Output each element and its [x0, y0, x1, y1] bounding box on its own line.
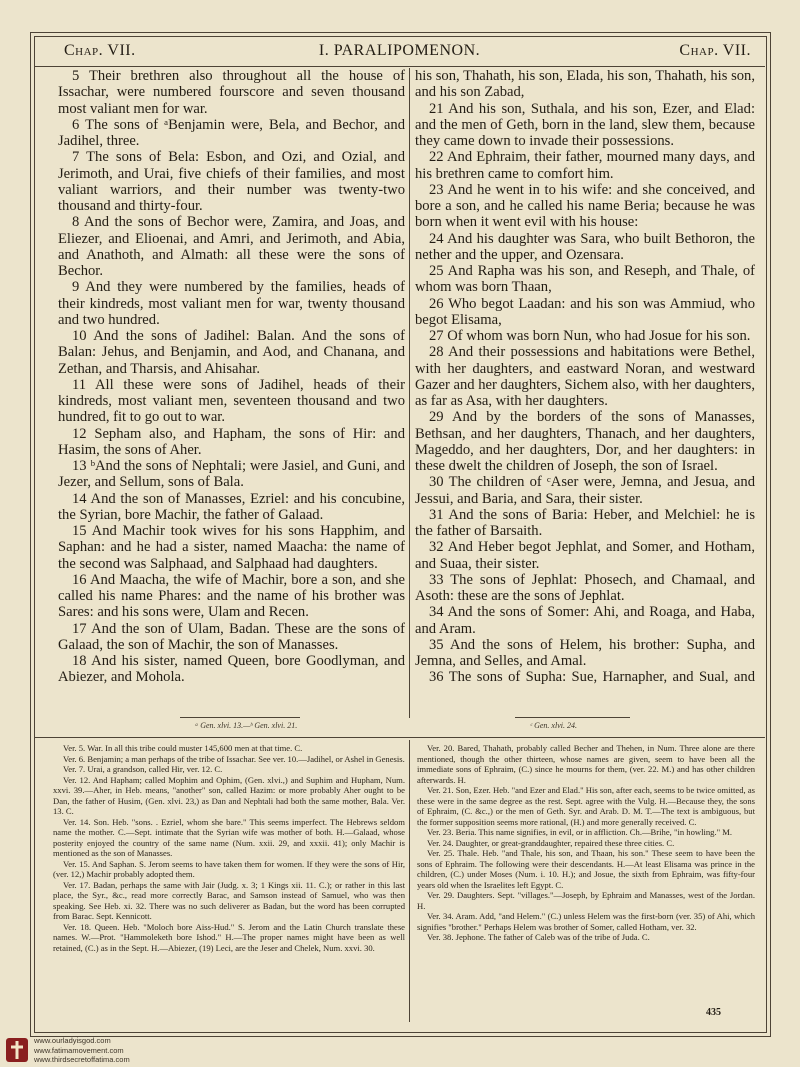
- notes-column-divider: [409, 740, 410, 1022]
- verse: 26 Who begot Laadan: and his son was Ammiud, who begot Elisama,: [415, 295, 755, 328]
- note: Ver. 12. And Hapham; called Mophim and Ophim, (Gen. xlvi.,) and Suphim and Hupham, Num. xxvi. 39.—Aher, in Heb. means, "another" son, called Hazim: or more probably Aher ought to be Dan, the father of Husim, (Gen. xlvi. 23,) as Dan and Nephtali had both the same mother, Bala. Ver. 13. C.: [53, 774, 405, 816]
- footer-url-link[interactable]: www.ourladyisgod.com: [34, 1036, 111, 1045]
- note: Ver. 38. Jephone. The father of Caleb was of the tribe of Juda. C.: [427, 932, 650, 942]
- note: Ver. 18. Queen. Heb. "Moloch bore Aiss-Hud." S. Jerom and the Latin Church translate these names. W.—Prot. "Hammoleketh bore Ishod." H.—The proper names might have been as well retained, (C.) as in the Sept. H.—Abiezer, (19) Leci, are the Jeser and Chelek, Num. xxvi. 30.: [53, 921, 405, 953]
- verse: 10 And the sons of Jadihel: Balan. And the sons of Balan: Jehus, and Benjamin, and Aod, and Chanana, and Zethan, and Tharsis, and Ahisahar.: [58, 328, 405, 377]
- verse: 14 And the son of Manasses, Ezriel: and his concubine, the Syrian, bore Machir, the father of Galaad.: [58, 490, 405, 523]
- verse: 6 The sons of ᵃBenjamin were, Bela, and Bechor, and Jadihel, three.: [58, 116, 405, 149]
- verse: 29 And by the borders of the sons of Manasses, Bethsan, and her daughters, Thanach, and her daughters, Mageddo, and her daughters, Dor, and her daughters: in these dwelt the children of Joseph, the son of Israel.: [415, 409, 755, 474]
- verse: 12 Sepham also, and Hapham, the sons of Hir: and Hasim, the sons of Aher.: [58, 425, 405, 458]
- verse: 7 The sons of Bela: Esbon, and Ozi, and Ozial, and Jerimoth, and Urai, five chiefs of their families, and most valiant warriors, and their number was twenty-two thousand and thirty-four.: [58, 149, 405, 214]
- verse: his son, Thahath, his son, Elada, his son, Thahath, his son, and his son Zabad,: [415, 68, 755, 101]
- header-chapter-left: Chap. VII.: [64, 42, 136, 59]
- verse: [58, 686, 405, 687]
- verse: 25 And Rapha was his son, and Reseph, and Thale, of whom was born Thaan,: [415, 263, 755, 296]
- scripture-column-right: [415, 68, 755, 686]
- note: Ver. 21. Son, Ezer. Heb. "and Ezer and Elad." His son, after each, seems to be twice omitted, as these were in the same degree as the rest. Sept. agree with the Vulg. H.—Because they, the sons of Ephraim, (C. &c.,) or the men of Geth. Syr. and Arab. D. M. T.—The text is ambiguous, but the former supposition seems more rational, (H.) and more generally received. C.: [417, 785, 755, 827]
- verse: 27 Of whom was born Nun, who had Josue for his son.: [429, 328, 751, 344]
- verse: 35 And the sons of Helem, his brother: Supha, and Jemna, and Selles, and Amal.: [415, 636, 755, 669]
- note: Ver. 24. Daughter, or great-granddaughter, repaired these three cities. C.: [427, 837, 675, 848]
- verse: 18 And his sister, named Queen, bore Goodlyman, and Abiezer, and Mohola.: [58, 653, 405, 686]
- verse: 8 And the sons of Bechor were, Zamira, and Joas, and Eliezer, and Elioenai, and Amri, and Jerimoth, and Abia, and Anathoth, and Almath: all these were the sons of Bechor.: [58, 214, 405, 279]
- note: Ver. 25. Thale. Heb. "and Thale, his son, and Thaan, his son." These seem to have been the sons of Ephraim. The following were their descendants. H.—At least Elisama was prince in the children, (C.) under Moses (Num. i. 10. H.); and Josue, the sixth from Ephraim, was fifty-four years old when the Israelites left Egypt. C.: [417, 848, 755, 890]
- cross-ref-rule-left: [180, 717, 300, 718]
- verse: 15 And Machir took wives for his sons Happhim, and Saphan: and he had a sister, named Maacha: the name of the second was Salphaad, and Salphaad had daughters.: [58, 523, 405, 572]
- verse: 5 Their brethren also throughout all the house of Issachar, were numbered fourscore and seven thousand most valiant men for war.: [58, 68, 405, 117]
- verse: 34 And the sons of Somer: Ahi, and Roaga, and Haba, and Aram.: [415, 604, 755, 637]
- note: Ver. 34. Aram. Add, "and Helem." (C.) unless Helem was the first-born (ver. 35) of Ahi, which signifies "brother." Perhaps Helem was brother of Somer, called Hotham, ver. 32.: [417, 911, 755, 932]
- note: Ver. 20. Bared, Thahath, probably called Becher and Thehen, in Num. Three alone are there mentioned, though the other thirteen, whose names are given, seem to have been all the immediate sons of Ephraim, (C.) since he mourns for them, (ver. 22. M.) and has other children afterwards. H.: [417, 743, 755, 785]
- page-number: 435: [706, 1007, 721, 1018]
- cross-ref-rule-right: [515, 717, 630, 718]
- scripture-column-left: [58, 68, 405, 686]
- verse: 21 And his son, Suthala, and his son, Ezer, and Elad: and the men of Geth, born in the land, slew them, because they came down to invade their possessions.: [415, 100, 755, 149]
- verse: 9 And they were numbered by the families, heads of their kindreds, most valiant men for war, twenty thousand and two hundred.: [58, 279, 405, 328]
- column-divider: [409, 68, 410, 718]
- verse: 32 And Heber begot Jephlat, and Somer, and Hotham, and Suaa, their sister.: [415, 539, 755, 572]
- verse: 16 And Maacha, the wife of Machir, bore a son, and she called his name Phares: and the name of his brother was Sares: and his sons were, Ulam and Recen.: [58, 571, 405, 621]
- cross-references-right: ᶜ Gen. xlvi. 24.: [530, 721, 577, 730]
- notes-divider: [34, 737, 765, 738]
- footer-url-link[interactable]: www.fatimamovement.com: [34, 1045, 124, 1055]
- note: Ver. 6. Benjamin; a man perhaps of the tribe of Issachar. See ver. 10.—Jadihel, or Ashel in Genesis.: [63, 753, 405, 764]
- note: Ver. 23. Beria. This name signifies, in evil, or in affliction. Ch.—Brihe, "in howling." M.: [427, 827, 733, 837]
- running-header: [34, 40, 765, 67]
- commentary-notes-right: [417, 743, 755, 1018]
- commentary-notes-left: [53, 743, 405, 1018]
- header-book-title: I. PARALIPOMENON.: [318, 42, 481, 59]
- verse: 31 And the sons of Baria: Heber, and Melchiel: he is the father of Barsaith.: [415, 506, 755, 539]
- verse: 23 And he went in to his wife: and she conceived, and bore a son, and he called his name Beria; because he was born when it went evil with his house:: [415, 181, 755, 231]
- note: Ver. 17. Badan, perhaps the same with Jair (Judg. x. 3; 1 Kings xii. 11. C.); or rather in this last place, the Syr., &c., read more correctly Barac, and Samson instead of Samuel, who was then speaking. See Heb. xi. 32. There was no such deliverer as Badan, but the word has been corrupted from Barac. Sept. Kennicott.: [53, 879, 405, 921]
- cross-references-left: ᵃ Gen. xlvi. 13.—ᵇ Gen. xlvi. 21.: [195, 721, 298, 730]
- note: Ver. 14. Son. Heb. "sons. . Ezriel, whom she bare." This seems imperfect. The Hebrews seldom name the mother. C.—Sept. intimate that the Syrian wife was mother of both. H.—Galaad, whose posterity enjoyed the country of the same name (Num. xxii. 29, and xxxii. 41); only Machir is mentioned as the son of Manasses.: [53, 816, 405, 858]
- verse: 33 The sons of Jephlat: Phosech, and Chamaal, and Asoth: these are the sons of Jephlat.: [415, 571, 755, 604]
- verse: 13 ᵇAnd the sons of Nephtali; were Jasiel, and Guni, and Jezer, and Sellum, sons of Bala.: [58, 458, 405, 491]
- verse: 28 And their possessions and habitations were Bethel, with her daughters, and eastward Noran, and westward Gazer and her daughters, Sichem also, with her daughters, as far as Asa, with her daughters.: [415, 344, 755, 409]
- verse: 30 The children of ᶜAser were, Jemna, and Jesua, and Jessui, and Baria, and Sara, their sister.: [415, 474, 755, 507]
- footer-urls: [34, 1036, 130, 1065]
- note: Ver. 15. And Saphan. S. Jerom seems to have taken them for women. If they were the sons of Hir, (ver. 12,) Machir probably adopted them.: [53, 858, 405, 879]
- note: Ver. 5. War. In all this tribe could muster 145,600 men at that time. C.: [63, 743, 303, 753]
- verse: 17 And the son of Ulam, Badan. These are the sons of Galaad, the son of Machir, the son of Manasses.: [58, 620, 405, 653]
- verse: 11 All these were sons of Jadihel, heads of their kindreds, most valiant men, seventeen thousand and two hundred, fit to go out to war.: [58, 376, 405, 426]
- footer-url-link[interactable]: www.thirdsecretoffatima.com: [34, 1055, 130, 1064]
- header-chapter-right: Chap. VII.: [679, 42, 751, 59]
- note: Ver. 7. Urai, a grandson, called Hir, ver. 12. C.: [63, 764, 223, 774]
- verse: 24 And his daughter was Sara, who built Bethoron, the nether and the upper, and Ozensara.: [415, 230, 755, 263]
- verse: 22 And Ephraim, their father, mourned many days, and his brethren came to comfort him.: [415, 149, 755, 182]
- cross-emblem-icon: [6, 1038, 28, 1062]
- note: Ver. 29. Daughters. Sept. "villages."—Joseph, by Ephraim and Manasses, west of the Jordan. H.: [417, 890, 755, 911]
- verse: 36 The sons of Supha: Sue, Harnapher, and Sual, and: [429, 669, 755, 686]
